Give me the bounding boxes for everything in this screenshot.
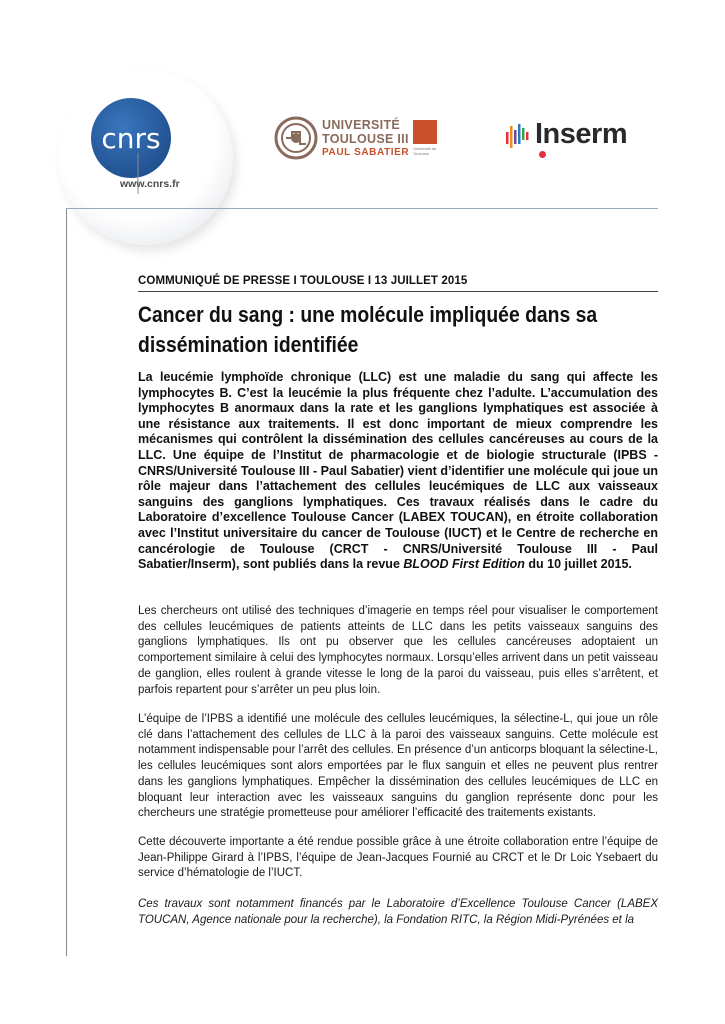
lead-paragraph [138, 370, 658, 573]
ut-small-caption: Université de Toulouse [413, 146, 437, 156]
ut3-line-1: UNIVERSITÉ [322, 118, 401, 132]
header-rule [66, 208, 658, 209]
ut3-line-2: TOULOUSE III [322, 132, 409, 146]
lead-end: du 10 juillet 2015. [524, 557, 632, 572]
lead-text: La leucémie lymphoïde chronique (LLC) est une maladie du sang qui affecte les lymphocytes B. C’est la leucémie la plus fréquente chez l’adulte. L’accumulation des lymphocytes B anormaux dans la rate et les ganglions lymphatiques est associée à une résistance aux traitements. Il est donc important de mieux comprendre les mécanismes qui contrôlent la dissémination des cellules cancéreuses au cours de la LLC. Une équipe de l’Institut de pharmacologie et de biologie structurale (IPBS - CNRS/Université Toulouse III - Paul Sabatier) vient d’identifier une molécule qui joue un rôle majeur dans l’attachement des cellules leucémiques de LLC aux vaisseaux sanguins des ganglions lymphatiques. Ces travaux réalisés dans le cadre du Laboratoire d’excellence Toulouse Cancer (LABEX TOUCAN), en étroite collaboration avec l’Institut universitaire du cancer de Toulouse (IUCT) et le Centre de recherche en cancérologie de Toulouse (CRCT - CNRS/Université Toulouse III - Paul Sabatier/Inserm), sont publiés dans la revue [138, 370, 658, 572]
ut-toulouse-emblem-icon [413, 120, 437, 144]
inserm-bars-icon [505, 122, 535, 156]
body-paragraph: Les chercheurs ont utilisé des techniques d’imagerie en temps réel pour visualiser le comportement des cellules leucémiques de patients atteints de LLC dans les petits vaisseaux sanguins des ganglions lymphatiques. Ils ont pu observer que les cellules cancéreuses adoptaient un comportement similaire à celui des lymphocytes normaux. Lorsqu’elles arrivent dans un petit vaisseau de ganglion, elles roulent à grande vitesse le long de la paroi du vaisseau, puis elles s’arrêtent, et parfois repartent pour s’arrêter un peu plus loin. [138, 605, 658, 696]
funding-paragraph: Ces travaux sont notamment financés par le Laboratoire d’Excellence Toulouse Cancer (LABEX TOUCAN, Agence nationale pour la recherche), la Fondation RITC, la Région Midi-Pyrénées et la [138, 898, 658, 926]
ut3-emblem-icon [274, 116, 318, 160]
inserm-wordmark: Inserm [535, 118, 628, 150]
body-paragraph: L’équipe de l’IPBS a identifié une molécule des cellules leucémiques, la sélectine-L, qui joue un rôle clé dans l’attachement des cellules de LLC à la paroi des vaisseaux sanguins. Cette molécule est notamment indispensable pour l’arrêt des cellules. En présence d’un anticorps bloquant la sélectine-L, les cellules leucémiques sont alors emportées par le flux sanguin et elles ne peuvent plus rentrer dans les ganglions lymphatiques. Empêcher la dissémination des cellules leucémiques de LLC en bloquant leur interaction avec les vaisseaux sanguins du ganglion représente donc pour les chercheurs une stratégie prometteuse pour améliorer l’efficacité des traitements existants. [138, 713, 658, 820]
journal-name: BLOOD First Edition [403, 557, 525, 572]
body-paragraph: Cette découverte importante a été rendue possible grâce à une étroite collaboration entre l’équipe de Jean-Philippe Girard à l’IPBS, l’équipe de Jean-Jacques Fournié au CRCT et le Dr Loic Ysebaert du service d’hématologie de l’IUCT. [138, 836, 658, 880]
ut3-line-3: PAUL SABATIER [322, 147, 410, 158]
press-kicker: COMMUNIQUÉ DE PRESSE I TOULOUSE I 13 JUILLET 2015 [138, 275, 658, 292]
cnrs-url[interactable]: www.cnrs.fr [120, 178, 180, 190]
cnrs-logo-text: cnrs [101, 122, 161, 155]
ut3-logo [272, 113, 440, 165]
inserm-dot-icon [539, 151, 546, 158]
inserm-logo [505, 118, 645, 160]
left-margin-rule [66, 208, 67, 956]
article-title: Cancer du sang : une molécule impliquée dans sa dissémination identifiée [138, 302, 598, 357]
